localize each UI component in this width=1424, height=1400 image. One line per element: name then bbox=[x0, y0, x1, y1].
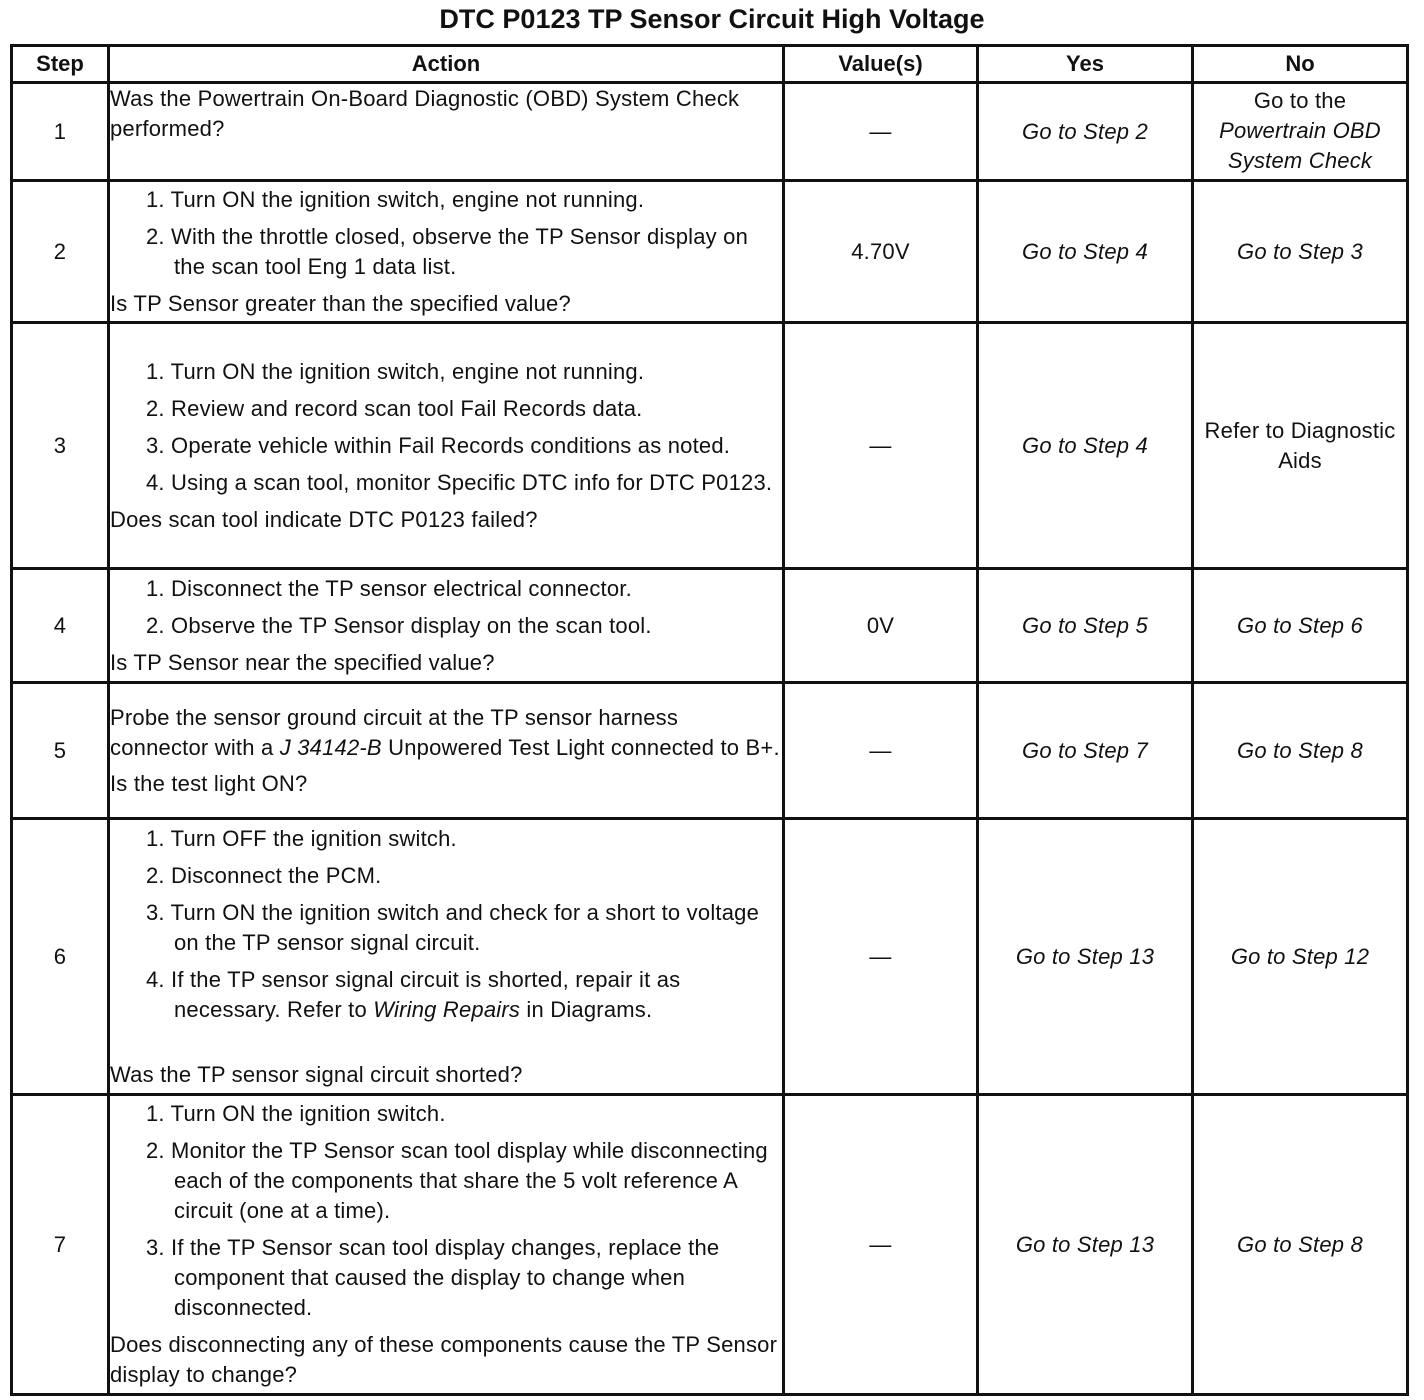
header-action: Action bbox=[109, 46, 784, 83]
no-cell: Go to Step 3 bbox=[1193, 181, 1408, 323]
table-row-step-7 bbox=[12, 1095, 1408, 1395]
step-number: 6 bbox=[12, 819, 109, 1095]
substep: 2. Monitor the TP Sensor scan tool display while disconnecting each of the components that share the 5 volt reference A circuit (one at a time). bbox=[146, 1138, 768, 1223]
action-text bbox=[110, 703, 782, 763]
no-cell: Go to Step 8 bbox=[1193, 1095, 1408, 1395]
yes-cell: Go to Step 5 bbox=[978, 569, 1193, 683]
substep: 3. Turn ON the ignition switch and check for a short to voltage on the TP sensor signal circuit. bbox=[146, 899, 760, 955]
substep: 1. Turn OFF the ignition switch. bbox=[146, 825, 457, 851]
value-cell: 0V bbox=[784, 569, 978, 683]
header-yes: Yes bbox=[978, 46, 1193, 83]
value-cell: — bbox=[784, 83, 978, 181]
substep-text-post: in Diagrams. bbox=[526, 996, 653, 1022]
substep: 1. Turn ON the ignition switch. bbox=[146, 1101, 446, 1126]
yes-cell: Go to Step 13 bbox=[978, 819, 1193, 1095]
action-cell bbox=[109, 323, 784, 569]
question-text: Is TP Sensor near the specified value? bbox=[110, 649, 495, 675]
no-cell bbox=[1193, 83, 1408, 181]
substep: 2. Observe the TP Sensor display on the scan tool. bbox=[146, 612, 652, 638]
no-cell: Go to Step 12 bbox=[1193, 819, 1408, 1095]
action-cell bbox=[109, 181, 784, 323]
wiring-repairs-reference: Wiring Repairs bbox=[373, 996, 521, 1022]
step-number: 7 bbox=[12, 1095, 109, 1395]
table-row-step-1 bbox=[12, 83, 1408, 181]
spacer bbox=[110, 1032, 782, 1060]
header-row bbox=[12, 46, 1408, 83]
substep: 1. Turn ON the ignition switch, engine not running. bbox=[146, 358, 645, 384]
question-text: Is the test light ON? bbox=[110, 770, 308, 796]
step-number: 1 bbox=[12, 83, 109, 181]
no-text-reference: Powertrain OBD System Check bbox=[1219, 118, 1381, 173]
no-cell: Go to Step 8 bbox=[1193, 683, 1408, 819]
no-cell: Refer to Diagnostic Aids bbox=[1193, 323, 1408, 569]
action-cell bbox=[109, 569, 784, 683]
step-number: 3 bbox=[12, 323, 109, 569]
yes-cell: Go to Step 2 bbox=[978, 83, 1193, 181]
question-text: Does disconnecting any of these components cause the TP Sensor display to change? bbox=[110, 1332, 778, 1387]
table-row-step-6 bbox=[12, 819, 1408, 1095]
table-row-step-2 bbox=[12, 181, 1408, 323]
step-number: 4 bbox=[12, 569, 109, 683]
action-cell bbox=[109, 683, 784, 819]
value-cell: — bbox=[784, 819, 978, 1095]
substep bbox=[146, 965, 782, 1025]
yes-cell: Go to Step 13 bbox=[978, 1095, 1193, 1395]
substep: 2. Disconnect the PCM. bbox=[146, 862, 382, 888]
step-number: 5 bbox=[12, 683, 109, 819]
question-text: Does scan tool indicate DTC P0123 failed? bbox=[110, 506, 538, 532]
substep: 2. With the throttle closed, observe the TP Sensor display on the scan tool Eng 1 data list. bbox=[146, 223, 749, 279]
question-text: Was the TP sensor signal circuit shorted? bbox=[110, 1061, 523, 1087]
tool-reference: J 34142-B bbox=[279, 734, 382, 760]
diagnostic-table bbox=[10, 44, 1409, 1396]
value-cell: — bbox=[784, 323, 978, 569]
table-row-step-4 bbox=[12, 569, 1408, 683]
substep-text-pre: 4. If the TP sensor signal circuit is shorted, repair it as necessary. Refer to bbox=[146, 966, 681, 1022]
substep: 2. Review and record scan tool Fail Records data. bbox=[146, 395, 643, 421]
substep: 3. Operate vehicle within Fail Records conditions as noted. bbox=[146, 432, 731, 458]
action-text-post: Unpowered Test Light connected to B+. bbox=[388, 734, 780, 760]
substep: 4. Using a scan tool, monitor Specific DTC info for DTC P0123. bbox=[146, 469, 773, 495]
action-cell bbox=[109, 83, 784, 181]
table-row-step-3 bbox=[12, 323, 1408, 569]
action-cell bbox=[109, 1095, 784, 1395]
yes-cell: Go to Step 7 bbox=[978, 683, 1193, 819]
page-title: DTC P0123 TP Sensor Circuit High Voltage bbox=[439, 4, 985, 34]
substep: 3. If the TP Sensor scan tool display changes, replace the component that caused the display to change when disconnected. bbox=[146, 1235, 720, 1320]
table-row-step-5 bbox=[12, 683, 1408, 819]
action-cell bbox=[109, 819, 784, 1095]
action-text-pre: Probe the sensor ground circuit at the TP sensor harness connector with a bbox=[110, 704, 679, 760]
header-step: Step bbox=[12, 46, 109, 83]
step-number: 2 bbox=[12, 181, 109, 323]
no-text-line1: Go to the bbox=[1253, 88, 1347, 113]
no-cell: Go to Step 6 bbox=[1193, 569, 1408, 683]
substep: 1. Turn ON the ignition switch, engine not running. bbox=[146, 186, 645, 212]
value-cell: 4.70V bbox=[784, 181, 978, 323]
header-values: Value(s) bbox=[784, 46, 978, 83]
yes-cell: Go to Step 4 bbox=[978, 323, 1193, 569]
substep: 1. Disconnect the TP sensor electrical connector. bbox=[146, 575, 632, 601]
action-text: Was the Powertrain On-Board Diagnostic (OBD) System Check performed? bbox=[110, 86, 740, 141]
header-no: No bbox=[1193, 46, 1408, 83]
value-cell: — bbox=[784, 683, 978, 819]
yes-cell: Go to Step 4 bbox=[978, 181, 1193, 323]
question-text: Is TP Sensor greater than the specified value? bbox=[110, 290, 571, 316]
value-cell: — bbox=[784, 1095, 978, 1395]
